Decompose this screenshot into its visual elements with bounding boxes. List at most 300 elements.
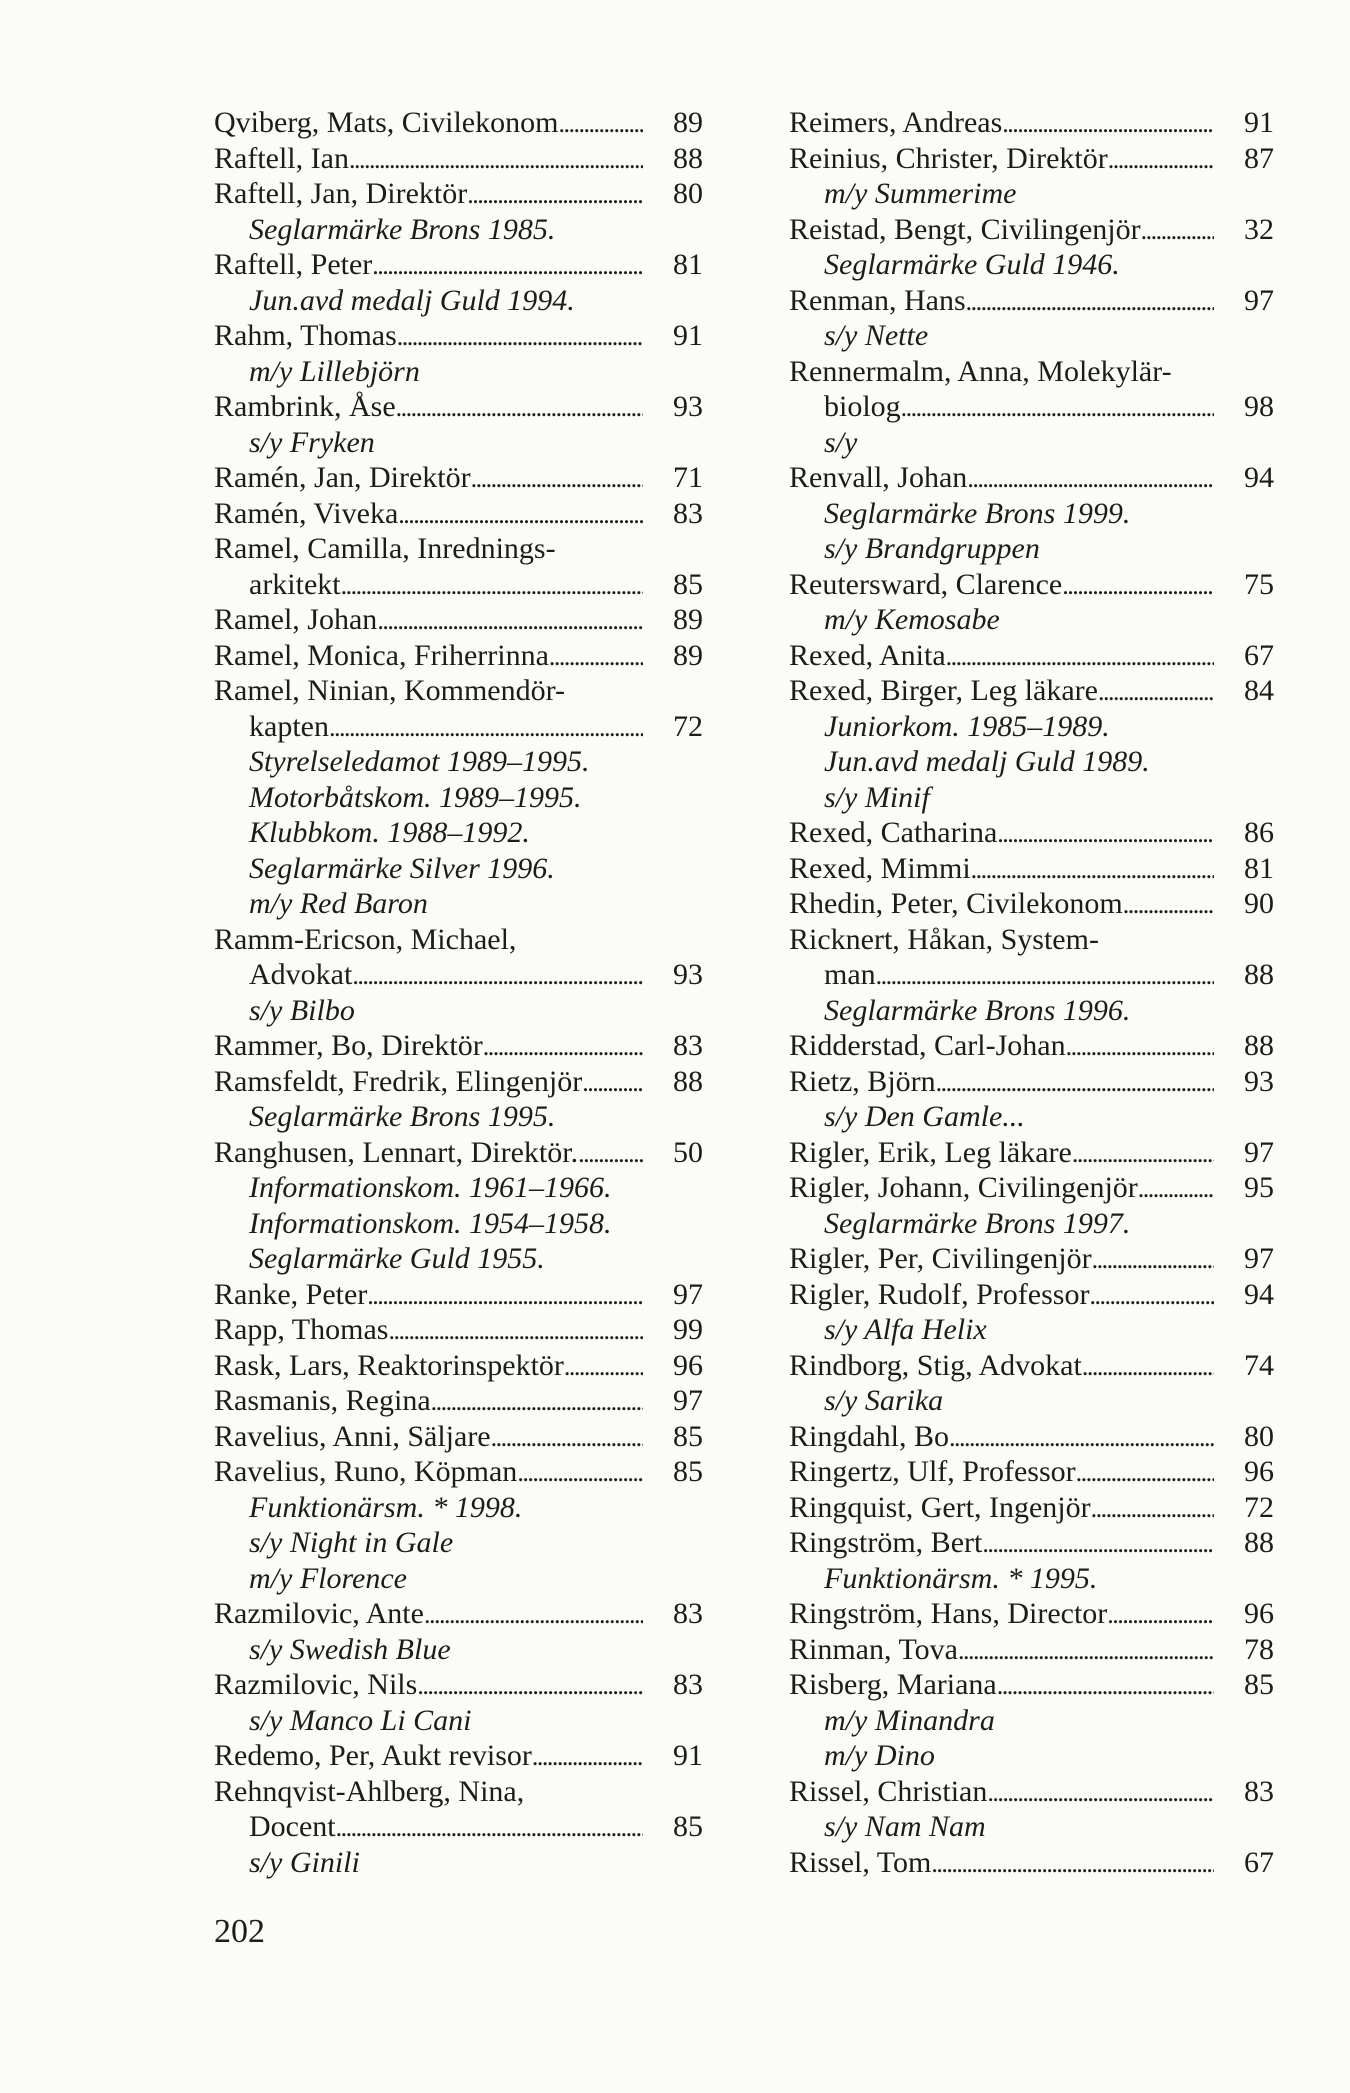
index-note-text: m/y Minandra — [824, 1703, 995, 1737]
dot-leader — [336, 1809, 643, 1845]
index-entry-text: Rigler, Per, Civilingenjör — [789, 1242, 1092, 1275]
index-entry-line — [789, 1170, 1274, 1206]
index-page-ref: 83 — [673, 496, 703, 530]
index-note-line — [789, 602, 1274, 638]
index-note-line — [789, 1738, 1274, 1774]
index-note-line — [214, 425, 703, 461]
index-page-ref: 88 — [1244, 958, 1274, 991]
dot-leader — [949, 1419, 1214, 1455]
index-entry-text: Ravelius, Anni, Säljare — [214, 1419, 491, 1453]
index-page-ref: 96 — [1244, 1455, 1274, 1488]
index-entry-line — [789, 389, 1274, 425]
index-entry-line — [214, 1312, 703, 1348]
index-entry-line — [214, 638, 703, 674]
index-note-line — [789, 709, 1274, 745]
index-entry-line — [789, 1774, 1274, 1810]
index-note-text: Motorbåtskom. 1989–1995. — [249, 780, 582, 814]
index-entry-line — [789, 283, 1274, 319]
index-entry-text: Rissel, Tom — [789, 1845, 932, 1879]
index-page-ref: 85 — [673, 1455, 703, 1488]
index-entry-text: Reimers, Andreas — [789, 106, 1003, 139]
index-page-ref: 72 — [1244, 1490, 1274, 1524]
index-note-line — [789, 318, 1274, 354]
index-entry-text: Rexed, Birger, Leg läkare — [789, 674, 1098, 707]
index-entry-text: Ringström, Bert — [789, 1526, 983, 1559]
index-note-text: Seglarmärke Brons 1997. — [824, 1206, 1131, 1240]
dot-leader — [329, 709, 643, 745]
index-note-line — [789, 1099, 1274, 1135]
index-entry-line — [214, 141, 703, 177]
index-entry-text: Ramm-Ericson, Michael, — [214, 922, 517, 956]
dot-leader — [471, 460, 643, 496]
index-entry-text: Raftell, Peter — [214, 248, 373, 281]
index-note-line — [214, 1490, 703, 1526]
index-page-ref: 67 — [1244, 638, 1274, 672]
dot-leader — [564, 1348, 643, 1384]
index-page-ref: 83 — [1244, 1774, 1274, 1808]
index-entry-line — [789, 141, 1274, 177]
index-entry-line — [789, 105, 1274, 141]
index-page-ref: 99 — [673, 1313, 703, 1346]
index-note-text: Klubbkom. 1988–1992. — [249, 816, 530, 849]
dot-leader — [1138, 1170, 1214, 1206]
index-entry-text: Rexed, Mimmi — [789, 851, 971, 885]
index-note-text: Informationskom. 1961–1966. — [249, 1171, 612, 1204]
index-page-ref: 88 — [673, 141, 703, 175]
index-entry-line — [789, 673, 1274, 709]
index-entry-line — [789, 1348, 1274, 1384]
index-entry-text: Ramel, Johan — [214, 603, 378, 636]
dot-leader — [349, 141, 643, 177]
index-note-line — [214, 1845, 703, 1881]
index-entry-text: Ringertz, Ulf, Professor — [789, 1455, 1076, 1488]
index-entry-text: Ravelius, Runo, Köpman — [214, 1455, 518, 1488]
index-page-ref: 85 — [673, 1419, 703, 1453]
index-note-line — [789, 425, 1274, 461]
index-note-text: s/y Nette — [824, 319, 929, 352]
index-page-ref: 89 — [673, 106, 703, 139]
index-page-ref: 97 — [673, 1277, 703, 1311]
index-entry-line — [214, 1135, 703, 1171]
dot-leader — [517, 1454, 643, 1490]
page-number: 202 — [214, 1913, 265, 1950]
index-note-text: Funktionärsm. * 1998. — [249, 1490, 523, 1524]
dot-leader — [424, 1596, 643, 1632]
index-entry-text: Rhedin, Peter, Civilekonom — [789, 887, 1123, 920]
dot-leader — [931, 1845, 1214, 1881]
index-entry-line — [789, 957, 1274, 993]
index-entry-line — [214, 1774, 703, 1810]
index-page-ref: 75 — [1244, 567, 1274, 601]
index-entry-line — [214, 460, 703, 496]
dot-leader — [966, 283, 1214, 319]
index-page-ref: 94 — [1244, 1277, 1274, 1311]
index-note-line — [214, 1525, 703, 1561]
index-entry-text: Renvall, Johan — [789, 461, 968, 494]
index-entry-line — [214, 1348, 703, 1384]
index-entry-line — [789, 1277, 1274, 1313]
index-entry-line — [789, 1525, 1274, 1561]
index-entry-text: Rigler, Johann, Civilingenjör — [789, 1171, 1138, 1204]
index-entry-line — [214, 176, 703, 212]
index-entry-line — [214, 567, 703, 603]
dot-leader — [372, 247, 643, 283]
dot-leader — [352, 957, 643, 993]
index-entry-line — [789, 638, 1274, 674]
index-note-text: s/y Bilbo — [249, 993, 355, 1027]
index-entry-line — [789, 1845, 1274, 1881]
index-page-ref: 83 — [673, 1029, 703, 1062]
dot-leader — [1098, 673, 1214, 709]
index-entry-text: Advokat — [249, 958, 353, 991]
index-entry-text: Rammer, Bo, Direktör — [214, 1029, 483, 1062]
dot-leader — [532, 1738, 643, 1774]
index-note-text: m/y Florence — [249, 1561, 407, 1595]
index-entry-line — [789, 1490, 1274, 1526]
index-page-ref: 86 — [1244, 816, 1274, 849]
index-entry-line — [214, 318, 703, 354]
index-entry-line — [789, 212, 1274, 248]
dot-leader — [367, 1277, 643, 1313]
index-entry-line — [789, 460, 1274, 496]
index-entry-line — [789, 1064, 1274, 1100]
index-page-ref: 81 — [673, 248, 703, 281]
index-entry-text: Ringquist, Gert, Ingenjör — [789, 1490, 1091, 1524]
index-entry-line — [789, 354, 1274, 390]
index-column-left — [214, 105, 703, 1880]
index-page-ref: 80 — [1244, 1419, 1274, 1453]
dot-leader — [1062, 567, 1214, 603]
index-entry-text: Raftell, Ian — [214, 141, 349, 175]
index-page-ref: 96 — [673, 1348, 703, 1382]
index-entry-line — [214, 496, 703, 532]
index-note-line — [789, 1561, 1274, 1597]
dot-leader — [946, 638, 1214, 674]
index-note-text: Seglarmärke Silver 1996. — [249, 851, 555, 885]
index-entry-line — [214, 531, 703, 567]
index-entry-text: Rexed, Anita — [789, 638, 946, 672]
index-entry-line — [789, 1454, 1274, 1490]
index-entry-text: Rehnqvist-Ahlberg, Nina, — [214, 1774, 525, 1808]
dot-leader — [901, 389, 1214, 425]
index-note-line — [214, 1170, 703, 1206]
dot-leader — [549, 638, 643, 674]
dot-leader — [982, 1525, 1214, 1561]
index-entry-text: Rigler, Rudolf, Professor — [789, 1277, 1090, 1311]
index-entry-text: Qviberg, Mats, Civilekonom — [214, 106, 559, 139]
index-page-ref: 91 — [1244, 106, 1274, 139]
dot-leader — [483, 1028, 643, 1064]
index-note-line — [789, 1809, 1274, 1845]
index-note-text: s/y Manco Li Cani — [249, 1703, 472, 1737]
index-page-ref: 84 — [1244, 674, 1274, 707]
dot-leader — [1076, 1454, 1214, 1490]
index-page-ref: 88 — [1244, 1526, 1274, 1559]
dot-leader — [1091, 1490, 1214, 1526]
index-page-ref: 96 — [1244, 1597, 1274, 1630]
index-entry-text: Rask, Lars, Reaktorinspektör — [214, 1348, 564, 1382]
index-entry-line — [214, 957, 703, 993]
index-entry-text: Rahm, Thomas — [214, 319, 397, 352]
index-page-ref: 50 — [673, 1135, 703, 1169]
dot-leader — [431, 1383, 643, 1419]
index-note-text: Funktionärsm. * 1995. — [824, 1561, 1098, 1595]
index-entry-text: Rennermalm, Anna, Molekylär- — [789, 354, 1172, 388]
index-entry-text: Ridderstad, Carl-Johan — [789, 1029, 1066, 1062]
index-page-ref: 85 — [1244, 1668, 1274, 1701]
index-entry-line — [214, 673, 703, 709]
dot-leader — [997, 1667, 1214, 1703]
dot-leader — [1123, 886, 1214, 922]
index-entry-text: Raftell, Jan, Direktör — [214, 177, 468, 210]
index-entry-line — [214, 1277, 703, 1313]
index-note-line — [789, 531, 1274, 567]
index-page-ref: 97 — [1244, 1135, 1274, 1169]
dot-leader — [1002, 105, 1214, 141]
index-entry-line — [214, 1454, 703, 1490]
index-page-ref: 88 — [1244, 1029, 1274, 1062]
index-page-ref: 32 — [1244, 212, 1274, 246]
index-page-ref: 89 — [673, 603, 703, 636]
index-note-line — [214, 1703, 703, 1739]
index-note-text: Seglarmärke Brons 1999. — [824, 496, 1131, 530]
index-entry-text: Razmilovic, Ante — [214, 1597, 424, 1630]
index-note-line — [214, 354, 703, 390]
index-page-ref: 93 — [673, 390, 703, 423]
index-note-text: s/y Swedish Blue — [249, 1632, 451, 1666]
index-entry-line — [789, 1135, 1274, 1171]
index-entry-text: Reistad, Bengt, Civilingenjör — [789, 212, 1141, 246]
index-note-text: s/y Minif — [824, 780, 930, 814]
index-page-ref: 97 — [1244, 1242, 1274, 1275]
dot-leader — [1141, 212, 1214, 248]
index-page-ref: 95 — [1244, 1171, 1274, 1204]
index-note-text: Seglarmärke Brons 1995. — [249, 1100, 556, 1133]
dot-leader — [341, 567, 643, 603]
index-page-ref: 90 — [1244, 887, 1274, 920]
index-note-line — [789, 1312, 1274, 1348]
index-entry-text: arkitekt — [249, 567, 341, 601]
index-note-line — [214, 851, 703, 887]
index-note-line — [214, 283, 703, 319]
index-note-text: Seglarmärke Guld 1946. — [824, 248, 1120, 281]
index-note-text: Seglarmärke Brons 1996. — [824, 993, 1131, 1027]
index-page-ref: 80 — [673, 177, 703, 210]
index-note-line — [214, 993, 703, 1029]
index-note-line — [214, 1206, 703, 1242]
dot-leader — [987, 1774, 1214, 1810]
index-note-text: s/y Nam Nam — [824, 1810, 986, 1843]
index-entry-text: Ranke, Peter — [214, 1277, 368, 1311]
index-page-ref: 67 — [1244, 1845, 1274, 1879]
index-note-line — [789, 496, 1274, 532]
index-note-line — [789, 176, 1274, 212]
index-entry-line — [789, 1667, 1274, 1703]
index-page-ref: 97 — [673, 1384, 703, 1417]
dot-leader — [396, 389, 643, 425]
dot-leader — [377, 602, 643, 638]
dot-leader — [491, 1419, 643, 1455]
index-note-text: s/y Sarika — [824, 1384, 944, 1417]
dot-leader — [582, 1064, 643, 1100]
index-entry-text: Rigler, Erik, Leg läkare — [789, 1135, 1072, 1169]
index-note-text: Jun.avd medalj Guld 1994. — [249, 283, 575, 317]
index-entry-line — [214, 922, 703, 958]
index-note-text: s/y Den Gamle... — [824, 1100, 1025, 1133]
index-entry-text: Risberg, Mariana — [789, 1668, 997, 1701]
index-entry-line — [214, 105, 703, 141]
index-note-text: Juniorkom. 1985–1989. — [824, 709, 1110, 743]
dot-leader — [417, 1667, 643, 1703]
index-note-line — [789, 780, 1274, 816]
index-entry-line — [214, 1419, 703, 1455]
dot-leader — [971, 851, 1214, 887]
index-note-text: s/y Ginili — [249, 1845, 360, 1879]
index-entry-text: Rietz, Björn — [789, 1064, 936, 1098]
index-page-ref: 81 — [1244, 851, 1274, 885]
index-entry-text: kapten — [249, 709, 329, 743]
index-entry-text: Rambrink, Åse — [214, 390, 396, 423]
index-entry-line — [789, 567, 1274, 603]
index-entry-line — [214, 709, 703, 745]
index-entry-line — [789, 922, 1274, 958]
index-entry-text: man — [824, 958, 876, 991]
index-note-text: Informationskom. 1954–1958. — [249, 1206, 612, 1240]
index-entry-line — [214, 389, 703, 425]
index-page-ref: 83 — [673, 1668, 703, 1701]
index-note-text: m/y Dino — [824, 1739, 935, 1772]
index-page-ref: 78 — [1244, 1632, 1274, 1666]
index-entry-line — [214, 1667, 703, 1703]
index-entry-line — [789, 1028, 1274, 1064]
index-entry-text: Rasmanis, Regina — [214, 1384, 431, 1417]
index-entry-text: Rindborg, Stig, Advokat — [789, 1348, 1082, 1382]
index-page-ref: 85 — [673, 1810, 703, 1843]
index-entry-line — [789, 1241, 1274, 1277]
dot-leader — [398, 496, 643, 532]
index-note-text: s/y — [824, 425, 858, 459]
index-note-text: s/y Alfa Helix — [824, 1313, 987, 1346]
index-entry-text: Razmilovic, Nils — [214, 1668, 418, 1701]
index-entry-text: Ramel, Monica, Friherrinna — [214, 638, 549, 672]
index-note-text: m/y Summerime — [824, 177, 1017, 210]
dot-leader — [967, 460, 1214, 496]
index-note-line — [214, 1099, 703, 1135]
index-note-line — [214, 1632, 703, 1668]
index-entry-line — [789, 1596, 1274, 1632]
index-entry-line — [789, 851, 1274, 887]
dot-leader — [1089, 1277, 1214, 1313]
index-entry-text: Ramel, Ninian, Kommendör- — [214, 674, 565, 707]
dot-leader — [1072, 1135, 1214, 1171]
index-entry-text: Ricknert, Håkan, System- — [789, 922, 1099, 956]
dot-leader — [958, 1632, 1214, 1668]
index-page-ref: 71 — [673, 461, 703, 494]
index-note-line — [789, 1383, 1274, 1419]
index-note-line — [214, 780, 703, 816]
index-page-ref: 74 — [1244, 1348, 1274, 1382]
index-note-text: m/y Kemosabe — [824, 603, 1000, 636]
index-entry-line — [789, 1419, 1274, 1455]
dot-leader — [1108, 141, 1214, 177]
index-entry-line — [214, 1028, 703, 1064]
index-entry-text: Ramén, Jan, Direktör — [214, 461, 471, 494]
index-entry-text: Rapp, Thomas — [214, 1313, 389, 1346]
index-note-line — [214, 1241, 703, 1277]
index-page-ref: 88 — [673, 1064, 703, 1098]
dot-leader — [997, 815, 1214, 851]
index-note-text: Styrelseledamot 1989–1995. — [249, 745, 590, 778]
index-note-text: Seglarmärke Guld 1955. — [249, 1242, 545, 1275]
index-page-ref: 93 — [673, 958, 703, 991]
index-entry-text: Rissel, Christian — [789, 1774, 988, 1808]
index-page-ref: 83 — [673, 1597, 703, 1630]
index-entry-text: Ranghusen, Lennart, Direktör. — [214, 1135, 579, 1169]
dot-leader — [1092, 1241, 1214, 1277]
index-note-line — [789, 1703, 1274, 1739]
dot-leader — [1066, 1028, 1214, 1064]
index-entry-text: Ramén, Viveka — [214, 496, 399, 530]
index-entry-text: Reutersward, Clarence — [789, 567, 1063, 601]
index-page-ref: 93 — [1244, 1064, 1274, 1098]
index-entry-text: Ringström, Hans, Director — [789, 1597, 1108, 1630]
index-page-ref: 98 — [1244, 390, 1274, 423]
index-entry-line — [214, 1738, 703, 1774]
index-entry-line — [214, 1383, 703, 1419]
index-entry-text: Ramel, Camilla, Inrednings- — [214, 532, 556, 565]
index-page-ref: 87 — [1244, 141, 1274, 175]
dot-leader — [388, 1312, 643, 1348]
index-note-text: Seglarmärke Brons 1985. — [249, 212, 556, 246]
index-note-text: m/y Lillebjörn — [249, 354, 420, 388]
dot-leader — [397, 318, 643, 354]
index-entry-line — [214, 602, 703, 638]
dot-leader — [578, 1135, 643, 1171]
index-entry-text: biolog — [824, 390, 901, 423]
index-entry-line — [214, 1596, 703, 1632]
dot-leader — [936, 1064, 1214, 1100]
index-entry-line — [214, 247, 703, 283]
dot-leader — [1107, 1596, 1214, 1632]
index-note-text: m/y Red Baron — [249, 887, 428, 920]
index-note-line — [214, 886, 703, 922]
index-note-line — [789, 247, 1274, 283]
index-note-line — [214, 212, 703, 248]
dot-leader — [558, 105, 643, 141]
index-note-text: s/y Brandgruppen — [824, 532, 1040, 565]
index-column-right — [789, 105, 1274, 1880]
index-entry-text: Reinius, Christer, Direktör — [789, 141, 1108, 175]
index-note-line — [214, 1561, 703, 1597]
index-note-line — [789, 744, 1274, 780]
index-entry-text: Ramsfeldt, Fredrik, Elingenjör — [214, 1064, 583, 1098]
index-note-text: Jun.avd medalj Guld 1989. — [824, 745, 1150, 778]
index-entry-text: Rinman, Tova — [789, 1632, 958, 1666]
index-page-ref: 89 — [673, 638, 703, 672]
index-note-line — [789, 993, 1274, 1029]
index-page-ref: 91 — [673, 1739, 703, 1772]
index-note-line — [214, 815, 703, 851]
dot-leader — [876, 957, 1214, 993]
index-entry-line — [214, 1064, 703, 1100]
index-entry-text: Docent — [249, 1810, 336, 1843]
index-entry-text: Rexed, Catharina — [789, 816, 998, 849]
index-entry-text: Ringdahl, Bo — [789, 1419, 950, 1453]
dot-leader — [467, 176, 643, 212]
dot-leader — [1082, 1348, 1214, 1384]
index-entry-text: Renman, Hans — [789, 283, 966, 317]
index-entry-line — [789, 886, 1274, 922]
